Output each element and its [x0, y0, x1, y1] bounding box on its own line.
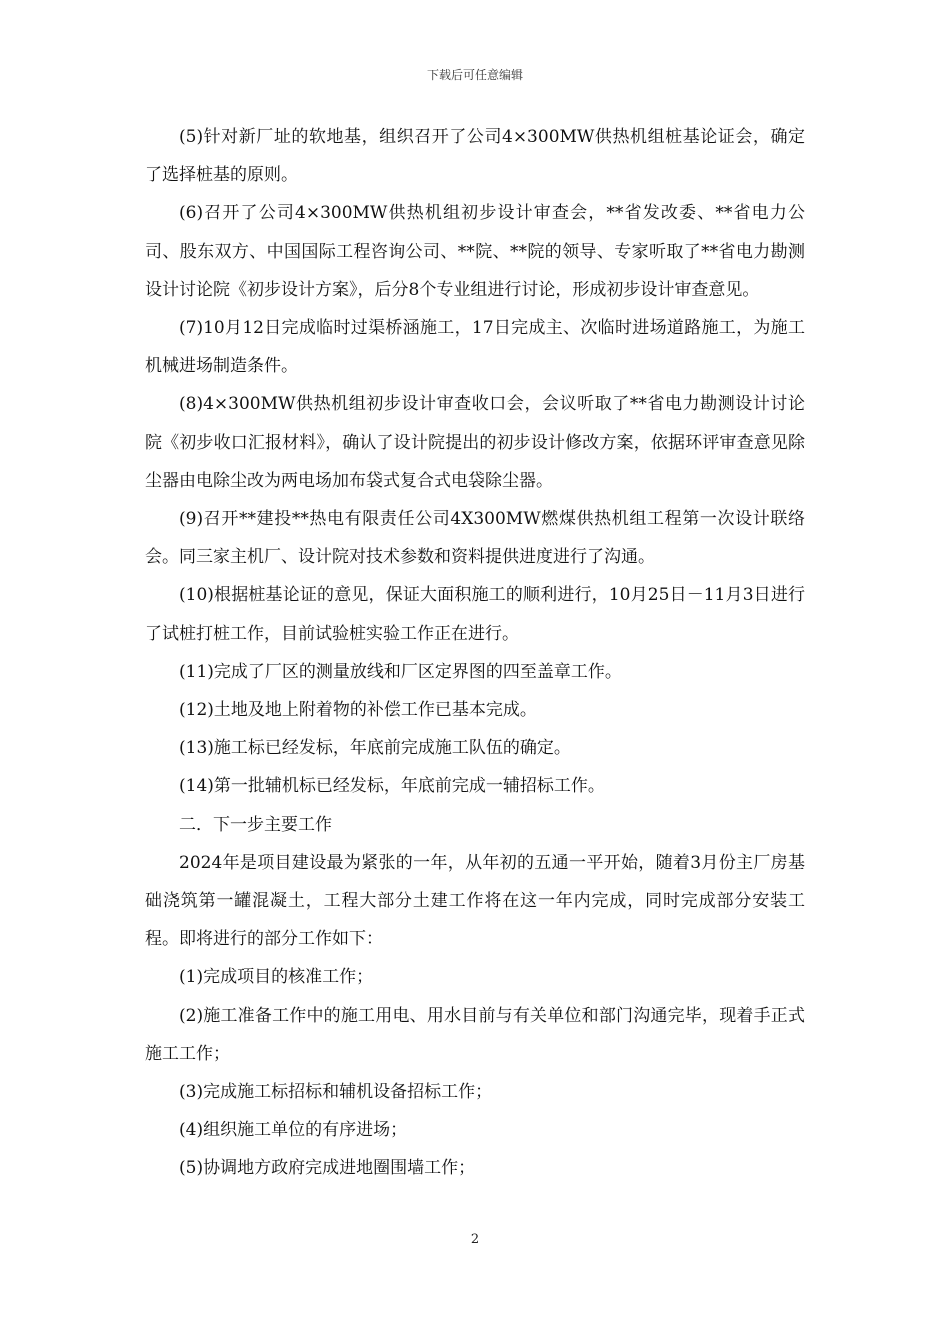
paragraph-item-8-closing-meeting: (8)4×300MW供热机组初步设计审查收口会，会议听取了**省电力勘测设计讨论院《初步收口汇报材料》，确认了设计院提出的初步设计修改方案，依据环评审查意见除尘器由电除尘改为两电场加布袋式复合式电袋除尘器。: [145, 394, 805, 491]
paragraph-task-1: (1)完成项目的核准工作；: [179, 967, 374, 988]
paragraph-item-14-auxiliary-bid: (14)第一批辅机标已经发标，年底前完成一辅招标工作。: [179, 776, 605, 797]
document-body: [145, 118, 805, 1188]
paragraph-task-2: (2)施工准备工作中的施工用电、用水目前与有关单位和部门沟通完毕，现着手正式施工工作；: [145, 1005, 805, 1064]
page-number: 2: [470, 1232, 480, 1247]
paragraph-item-6-design-review: (6)召开了公司4×300MW供热机组初步设计审查会，**省发改委、**省电力公司、股东双方、中国国际工程咨询公司、**院、**院的领导、专家听取了**省电力勘测设计讨论院《初步设计方案》，后分8个专业组进行讨论，形成初步设计审查意见。: [145, 203, 805, 300]
page-header: 下载后可任意编辑: [426, 68, 523, 82]
paragraph-item-5-pile-foundation: (5)针对新厂址的软地基，组织召开了公司4×300MW供热机组桩基论证会，确定了选择桩基的原则。: [145, 127, 805, 186]
paragraph-item-13-construction-bid: (13)施工标已经发标，年底前完成施工队伍的确定。: [179, 738, 571, 759]
paragraph-task-3: (3)完成施工标招标和辅机设备招标工作；: [179, 1082, 493, 1103]
paragraph-2024-overview: 2024年是项目建设最为紧张的一年，从年初的五通一平开始，随着3月份主厂房基础浇筑第一罐混凝土，工程大部分土建工作将在这一年内完成，同时完成部分安装工程。即将进行的部分工作如下：: [145, 852, 805, 950]
paragraph-task-4: (4)组织施工单位的有序进场；: [179, 1120, 408, 1141]
paragraph-item-12-compensation: (12)土地及地上附着物的补偿工作已基本完成。: [179, 700, 537, 721]
paragraph-item-9-liaison-meeting: (9)召开**建投**热电有限责任公司4X300MW燃煤供热机组工程第一次设计联络会。同三家主机厂、设计院对技术参数和资料提供进度进行了沟通。: [145, 509, 805, 568]
paragraph-item-10-test-piles: (10)根据桩基论证的意见，保证大面积施工的顺利进行，10月25日－11月3日进行了试桩打桩工作，目前试验桩实验工作正在进行。: [145, 585, 805, 644]
paragraph-item-7-bridge-road: (7)10月12日完成临时过渠桥涵施工，17日完成主、次临时进场道路施工，为施工机械进场制造条件。: [145, 318, 805, 377]
section-heading-next-steps: 二．下一步主要工作: [179, 814, 332, 835]
paragraph-item-11-survey: (11)完成了厂区的测量放线和厂区定界图的四至盖章工作。: [179, 661, 622, 682]
paragraph-task-5: (5)协调地方政府完成进地圈围墙工作；: [179, 1158, 476, 1179]
